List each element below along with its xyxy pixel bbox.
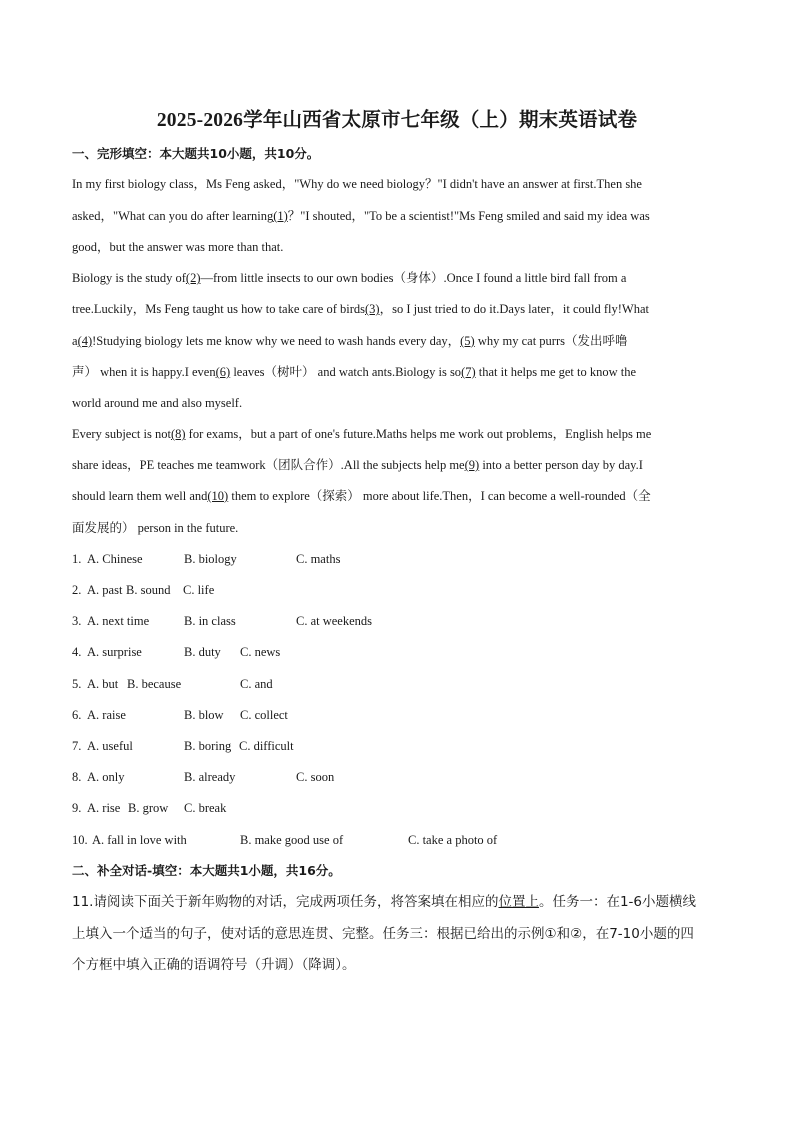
blank-10: (10) xyxy=(207,489,229,503)
blank-6: (6) xyxy=(215,365,231,379)
option-c: C. soon xyxy=(296,770,335,784)
option-c: C. break xyxy=(184,801,227,815)
question-10 xyxy=(72,832,722,848)
passage-text: share ideas，PE teaches me teamwork（团队合作）.All the subjects help me xyxy=(72,458,465,472)
instruction-underlined: 位置上 xyxy=(498,894,539,910)
question-1 xyxy=(72,551,722,567)
question-5 xyxy=(72,676,722,692)
blank-9: (9) xyxy=(464,458,480,472)
passage-text: ？"I shouted，"To be a scientist!"Ms Feng smiled and said my idea was xyxy=(287,209,650,223)
question-11-line xyxy=(72,894,696,910)
question-number: 2. xyxy=(72,583,82,597)
option-a: A. but xyxy=(87,677,119,691)
passage-text: into a better person day by day.I xyxy=(479,458,643,472)
option-c: C. at weekends xyxy=(296,614,373,628)
question-number: 3. xyxy=(72,614,82,628)
passage-line xyxy=(72,333,627,349)
passage-line xyxy=(72,488,651,504)
passage-line: good，but the answer was more than that. xyxy=(72,240,284,254)
passage-line xyxy=(72,301,649,317)
option-b: B. make good use of xyxy=(240,833,344,847)
passage-text: !Studying biology lets me know why we need to wash hands every day， xyxy=(92,334,461,348)
passage-line: world around me and also myself. xyxy=(72,396,243,410)
question-number: 8. xyxy=(72,770,82,784)
option-b: B. already xyxy=(184,770,236,784)
passage-line xyxy=(72,208,650,224)
option-a: A. next time xyxy=(87,614,150,628)
passage-text: a xyxy=(72,334,78,348)
option-c: C. news xyxy=(240,645,281,659)
passage-line xyxy=(72,270,626,286)
option-c: C. take a photo of xyxy=(408,833,498,847)
question-6 xyxy=(72,707,722,723)
instruction-text: 。任务一：在1-6小题横线 xyxy=(538,894,697,910)
option-a: A. useful xyxy=(87,739,133,753)
question-3 xyxy=(72,613,722,629)
page-title: 2025-2026学年山西省太原市七年级（上）期末英语试卷 xyxy=(156,110,638,131)
option-c: C. maths xyxy=(296,552,341,566)
question-number: 4. xyxy=(72,645,82,659)
section-1-header: 一、完形填空：本大题共10小题，共10分。 xyxy=(72,146,320,161)
question-8 xyxy=(72,769,722,785)
passage-text: that it helps me get to know the xyxy=(475,365,637,379)
passage-text: Biology is the study of xyxy=(72,271,186,285)
passage-text: —from little insects to our own bodies（身体）.Once I found a little bird fall from a xyxy=(200,271,627,285)
question-9 xyxy=(72,800,722,816)
passage-line xyxy=(72,364,636,380)
passage-text: should learn them well and xyxy=(72,489,208,503)
blank-2: (2) xyxy=(185,271,201,285)
question-7 xyxy=(72,738,722,754)
question-number: 6. xyxy=(72,708,82,722)
option-c: C. difficult xyxy=(239,739,294,753)
option-b: B. grow xyxy=(128,801,169,815)
passage-text: 声） when it is happy.I even xyxy=(72,365,216,379)
instruction-text: 11.请阅读下面关于新年购物的对话，完成两项任务，将答案填在相应的 xyxy=(72,894,499,910)
option-a: A. rise xyxy=(87,801,121,815)
question-2 xyxy=(72,582,722,598)
passage-text: Every subject is not xyxy=(72,427,171,441)
blank-4: (4) xyxy=(77,334,93,348)
blank-5: (5) xyxy=(460,334,475,348)
passage-line: 面发展的） person in the future. xyxy=(72,521,239,535)
option-c: C. and xyxy=(240,677,273,691)
question-number: 1. xyxy=(72,552,82,566)
option-b: B. blow xyxy=(184,708,224,722)
option-b: B. biology xyxy=(184,552,237,566)
option-b: B. in class xyxy=(184,614,236,628)
passage-text: ，so I just tried to do it.Days later，it could fly!What xyxy=(379,302,649,316)
section-2-header: 二、补全对话-填空：本大题共1小题，共16分。 xyxy=(72,863,341,878)
passage-text: why my cat purrs（发出呼噜 xyxy=(474,334,628,348)
option-a: A. Chinese xyxy=(87,552,143,566)
option-a: A. surprise xyxy=(87,645,142,659)
option-a: A. fall in love with xyxy=(92,833,187,847)
question-11-line: 上填入一个适当的句子，使对话的意思连贯、完整。任务三：根据已给出的示例①和②，在7-10小题的四 xyxy=(72,926,694,942)
passage-text: leaves（树叶） and watch ants.Biology is so xyxy=(230,365,462,379)
passage-text: for exams，but a part of one's future.Maths helps me work out problems，English helps me xyxy=(185,427,652,441)
question-number: 7. xyxy=(72,739,82,753)
question-number: 5. xyxy=(72,677,82,691)
option-c: C. life xyxy=(183,583,215,597)
question-number: 9. xyxy=(72,801,82,815)
question-11-line: 个方框中填入正确的语调符号（升调）（降调）。 xyxy=(72,957,356,973)
blank-8: (8) xyxy=(170,427,186,441)
option-c: C. collect xyxy=(240,708,288,722)
passage-line: In my first biology class，Ms Feng asked，"Why do we need biology？"I didn't have an answer at first.Then she xyxy=(72,177,642,191)
option-b: B. because xyxy=(127,677,182,691)
passage-line xyxy=(72,457,643,473)
question-4 xyxy=(72,644,722,660)
blank-7: (7) xyxy=(461,365,476,379)
passage-line xyxy=(72,426,651,442)
question-number: 10. xyxy=(72,833,88,847)
option-a: A. past xyxy=(87,583,123,597)
option-a: A. raise xyxy=(87,708,126,722)
option-a: A. only xyxy=(87,770,125,784)
blank-1: (1) xyxy=(273,209,288,223)
blank-3: (3) xyxy=(365,302,380,316)
option-b: B. sound xyxy=(126,583,171,597)
option-b: B. boring xyxy=(184,739,232,753)
passage-text: tree.Luckily，Ms Feng taught us how to take care of birds xyxy=(72,302,365,316)
passage-text: asked，"What can you do after learning xyxy=(72,209,274,223)
passage-text: them to explore（探索） more about life.Then，I can become a well-rounded（全 xyxy=(228,489,651,503)
option-b: B. duty xyxy=(184,645,221,659)
